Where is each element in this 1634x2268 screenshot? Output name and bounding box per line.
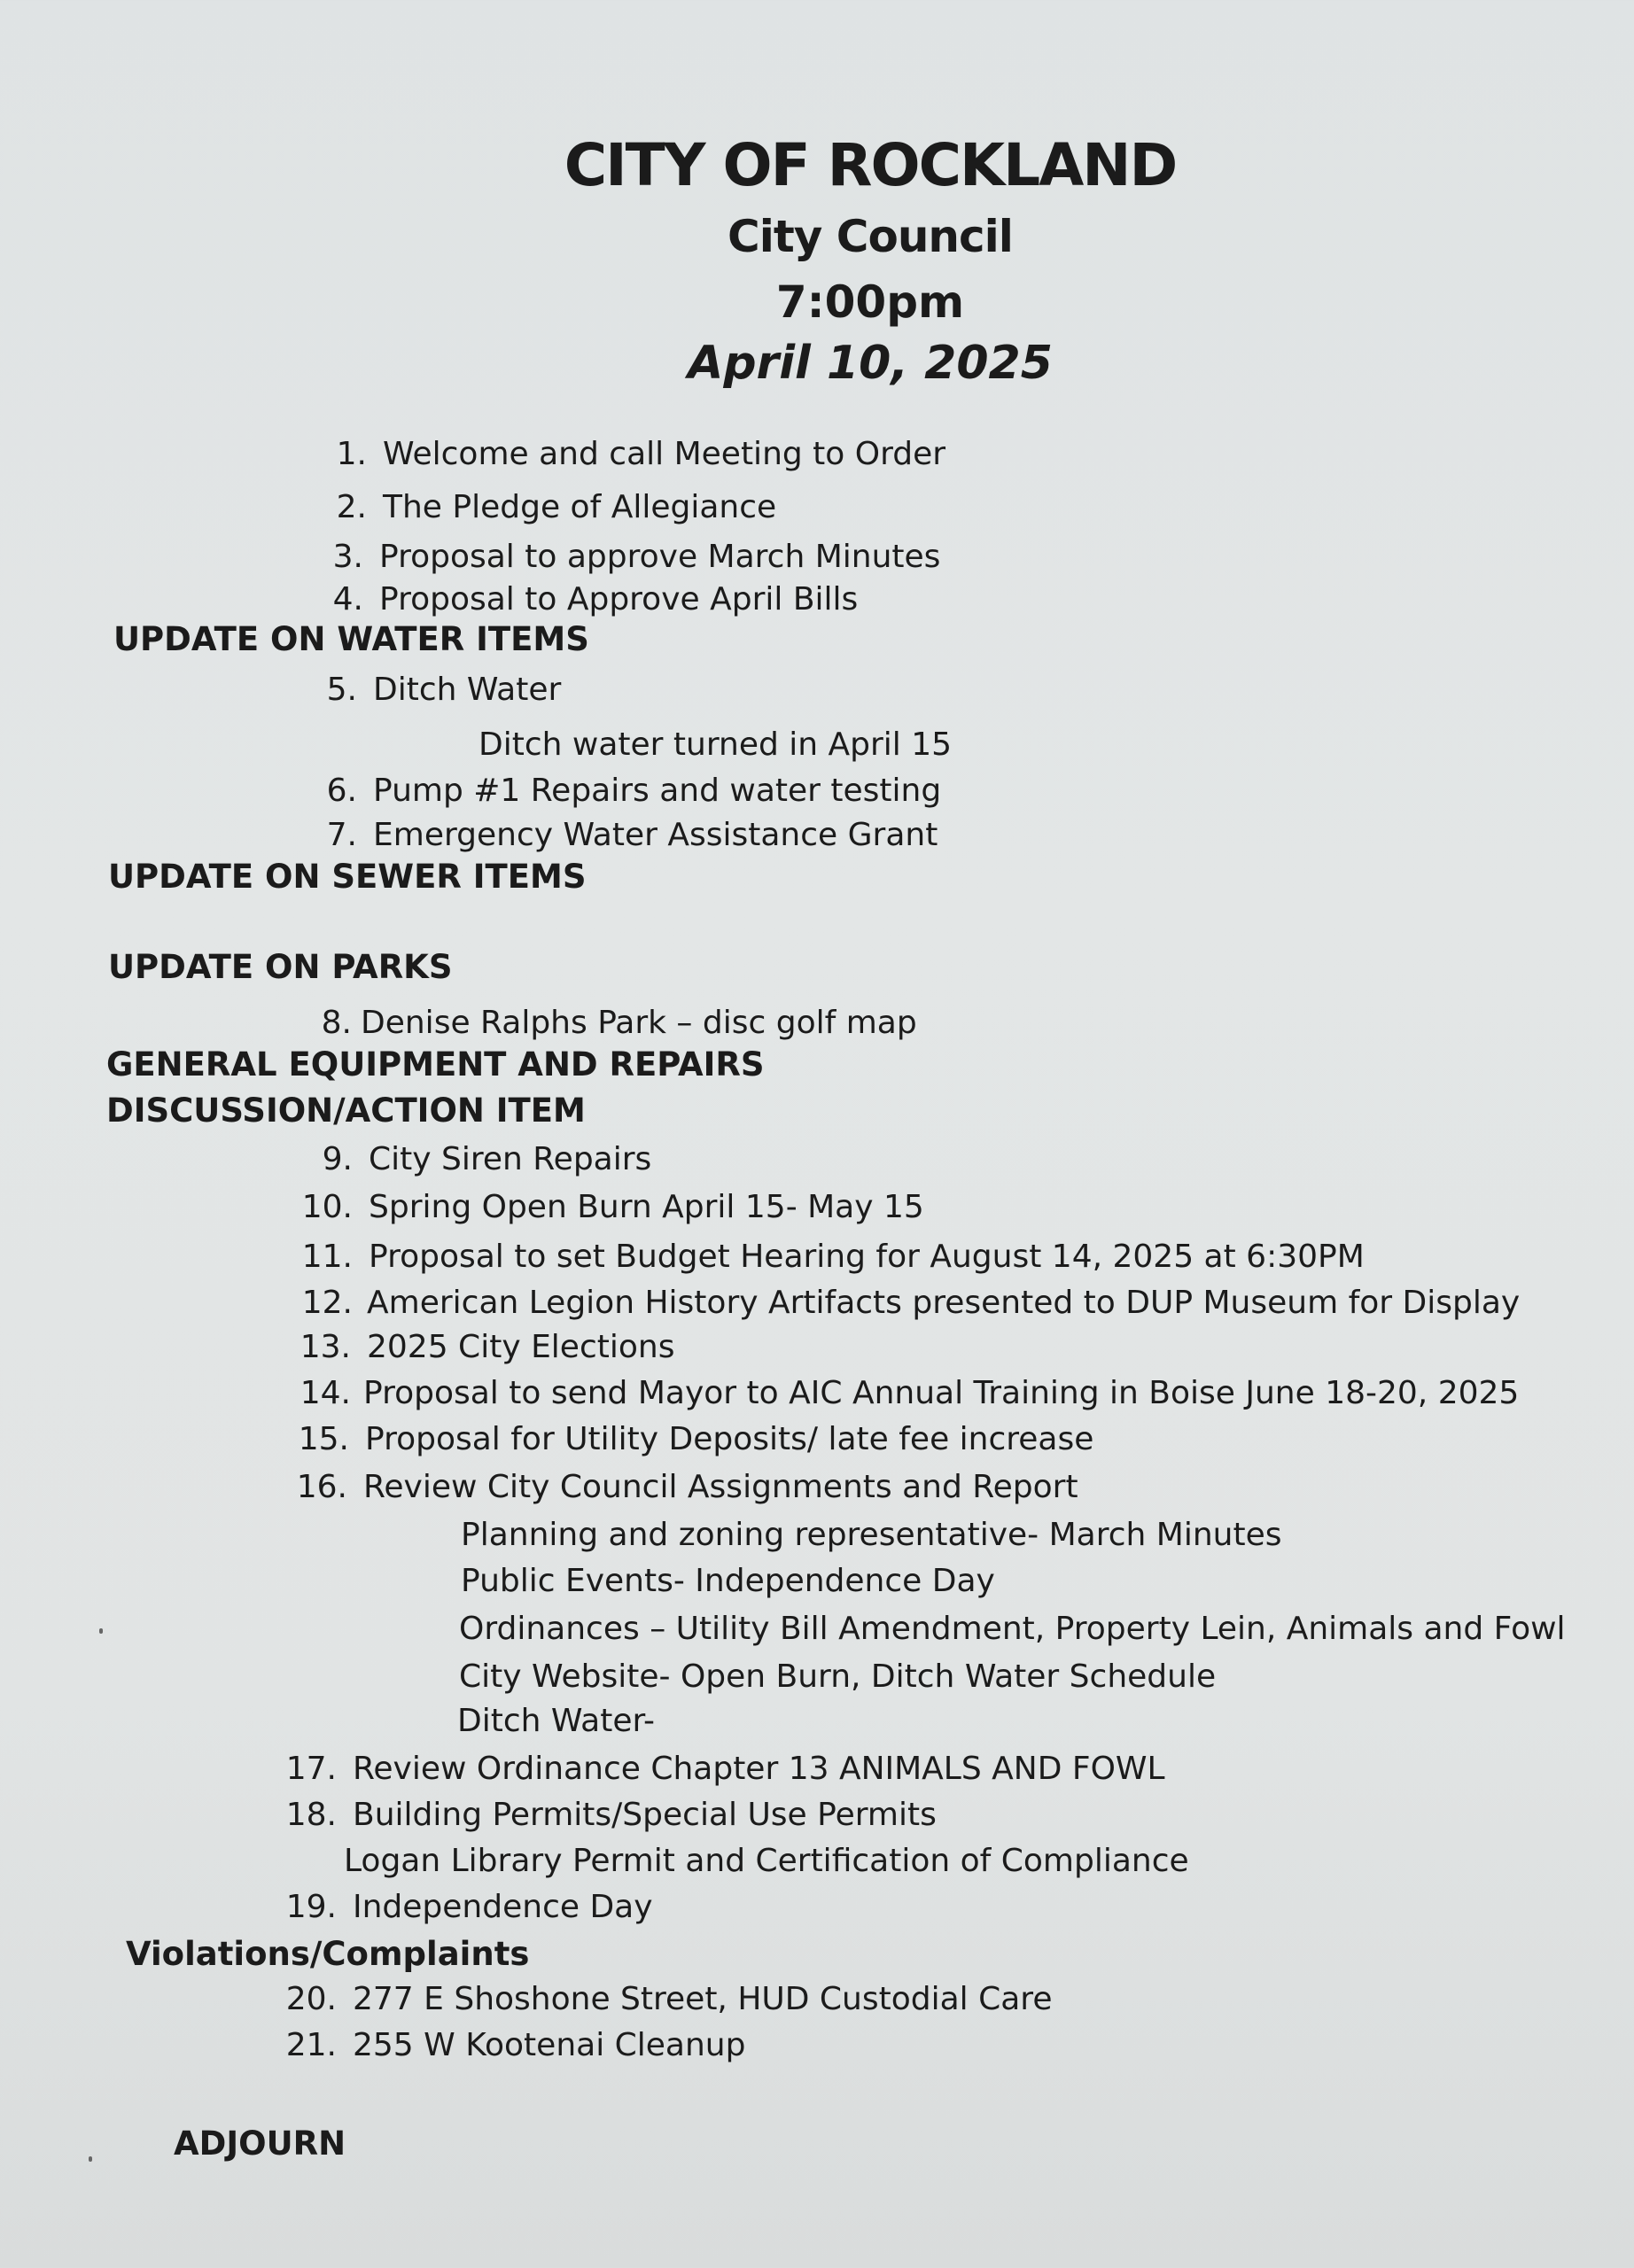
section-equipment: GENERAL EQUIPMENT AND REPAIRS — [106, 1045, 765, 1084]
subitem-public-events: Public Events- Independence Day — [461, 1563, 995, 1599]
agenda-item-21: 21. 255 W Kootenai Cleanup — [285, 2027, 746, 2063]
agenda-item-5: 5. Ditch Water — [326, 672, 562, 708]
agenda-item-12: 12. American Legion History Artifacts presented to DUP Museum for Display — [301, 1285, 1521, 1321]
agenda-item-11: 11. Proposal to set Budget Hearing for August 14, 2025 at 6:30PM — [301, 1239, 1365, 1275]
council-subtitle: City Council — [728, 211, 1013, 262]
agenda-item-13: 13. 2025 City Elections — [300, 1329, 675, 1365]
meeting-time: 7:00pm — [775, 276, 965, 328]
city-title: CITY OF ROCKLAND — [564, 131, 1177, 199]
agenda-item-8: 8. Denise Ralphs Park – disc golf map — [321, 1005, 917, 1041]
agenda-item-15: 15. Proposal for Utility Deposits/ late fee increase — [298, 1421, 1094, 1457]
agenda-item-1: 1. Welcome and call Meeting to Order — [336, 436, 946, 472]
subitem-city-website: City Website- Open Burn, Ditch Water Schedule — [459, 1658, 1217, 1695]
agenda-item-4: 4. Proposal to Approve April Bills — [332, 581, 859, 617]
section-violations: Violations/Complaints — [126, 1935, 530, 1973]
agenda-item-9: 9. City Siren Repairs — [322, 1141, 652, 1177]
section-water: UPDATE ON WATER ITEMS — [113, 620, 589, 658]
agenda-item-17: 17. Review Ordinance Chapter 13 ANIMALS AND FOWL — [285, 1751, 1165, 1787]
agenda-item-18: 18. Building Permits/Special Use Permits — [285, 1797, 937, 1833]
section-parks: UPDATE ON PARKS — [108, 948, 453, 986]
agenda-item-3: 3. Proposal to approve March Minutes — [332, 539, 941, 575]
agenda-item-19: 19. Independence Day — [285, 1889, 653, 1925]
agenda-item-14: 14. Proposal to send Mayor to AIC Annual Training in Boise June 18-20, 2025 — [300, 1375, 1520, 1411]
section-adjourn: ADJOURN — [174, 2124, 346, 2163]
agenda-item-16: 16. Review City Council Assignments and Report — [296, 1469, 1078, 1505]
agenda-item-6: 6. Pump #1 Repairs and water testing — [326, 773, 942, 809]
agenda-item-10: 10. Spring Open Burn April 15- May 15 — [301, 1189, 924, 1225]
subitem-ditch-water-2: Ditch Water- — [457, 1703, 655, 1739]
paper-speck — [89, 2156, 92, 2162]
paper-speck — [99, 1628, 103, 1634]
section-discussion: DISCUSSION/ACTION ITEM — [106, 1091, 586, 1130]
agenda-item-7: 7. Emergency Water Assistance Grant — [326, 817, 938, 853]
subitem-logan-library: Logan Library Permit and Certification of Compliance — [344, 1843, 1189, 1879]
subitem-planning-zoning: Planning and zoning representative- March Minutes — [461, 1517, 1282, 1553]
meeting-date: April 10, 2025 — [688, 337, 1053, 390]
subitem-ordinances: Ordinances – Utility Bill Amendment, Property Lein, Animals and Fowl — [459, 1611, 1566, 1647]
subitem-ditch-water: Ditch water turned in April 15 — [479, 726, 953, 763]
section-sewer: UPDATE ON SEWER ITEMS — [108, 858, 587, 896]
agenda-item-2: 2. The Pledge of Allegiance — [336, 489, 777, 525]
agenda-item-20: 20. 277 E Shoshone Street, HUD Custodial Care — [285, 1981, 1053, 2017]
